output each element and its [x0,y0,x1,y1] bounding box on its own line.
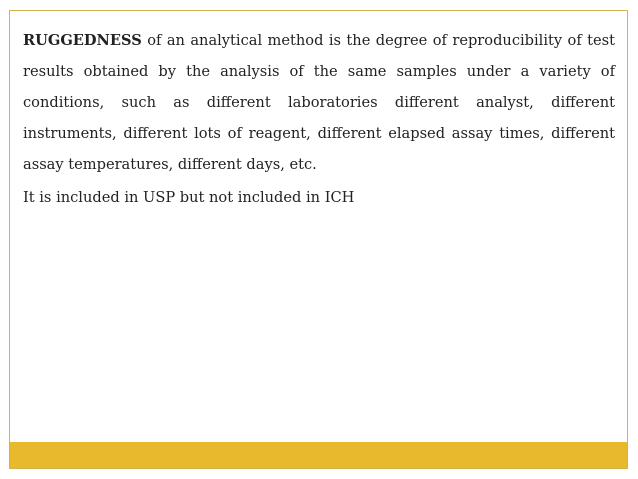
slide-content [23,25,615,213]
ruggedness-definition-text: of an analytical method is the degree of reproducibility of test results obtained by the analysis of the same samples under a variety of conditions, such as different laboratories different analyst, different instruments, different lots of reagent, different elapsed assay times, different assay temperatures, different days, etc. [23,32,615,173]
bottom-accent-bar [10,442,627,468]
usp-ich-note: It is included in USP but not included in ICH [23,189,355,206]
slide-frame [9,10,628,469]
ruggedness-definition-paragraph [23,25,615,180]
ruggedness-term: RUGGEDNESS [23,32,142,49]
